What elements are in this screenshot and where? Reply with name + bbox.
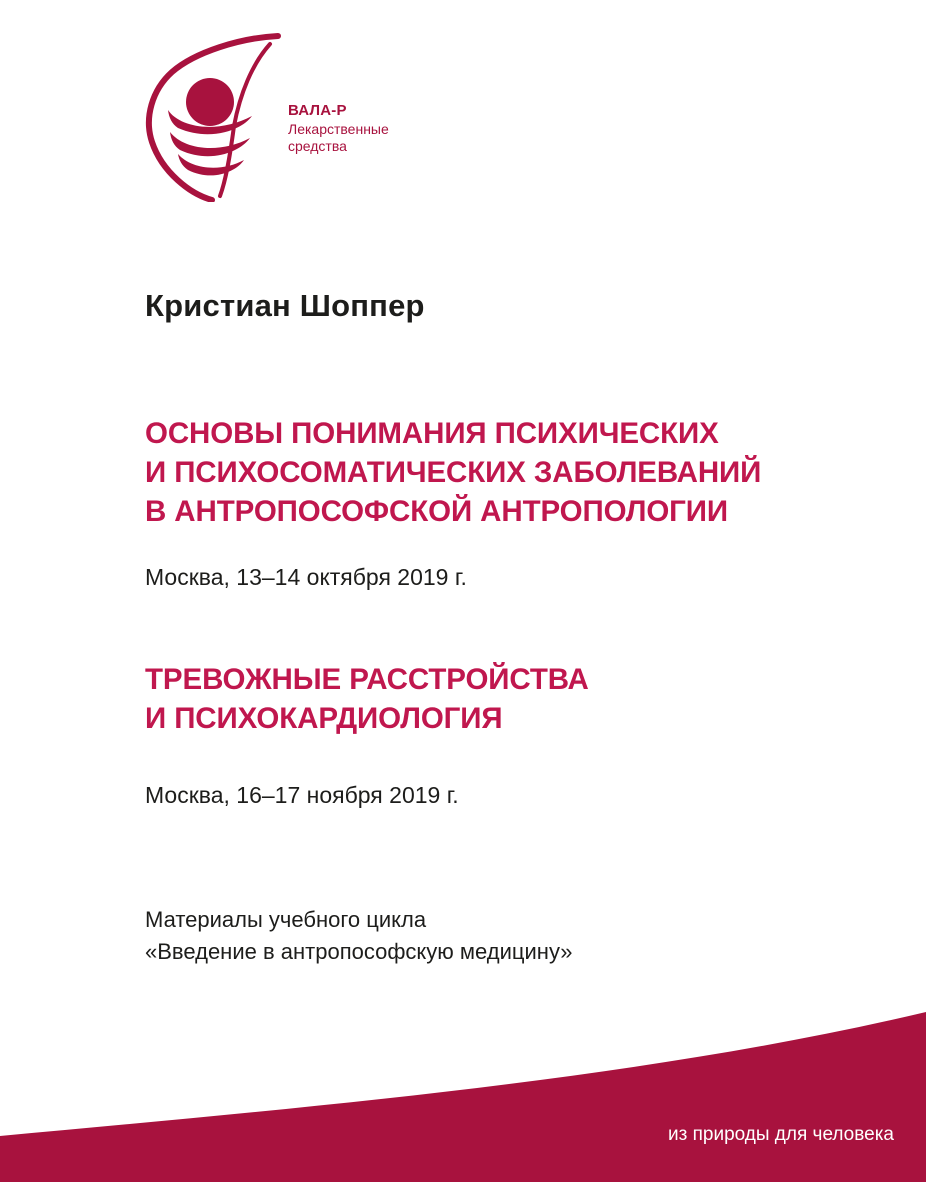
course2-date: Москва, 16–17 ноября 2019 г.: [145, 782, 459, 808]
logo-brand-name: ВАЛА-Р: [288, 102, 347, 119]
course1-title-line: ОСНОВЫ ПОНИМАНИЯ ПСИХИЧЕСКИХ: [145, 417, 719, 450]
course2-title: [145, 660, 589, 738]
course2-title-line: И ПСИХОКАРДИОЛОГИЯ: [145, 702, 503, 735]
course1-title-line: И ПСИХОСОМАТИЧЕСКИХ ЗАБОЛЕВАНИЙ: [145, 456, 762, 489]
vala-r-logo-icon: [140, 30, 290, 202]
author-name: Кристиан Шоппер: [145, 288, 425, 323]
course1-title-line: В АНТРОПОСОФСКОЙ АНТРОПОЛОГИИ: [145, 495, 729, 528]
course1-title: [145, 414, 761, 531]
footer-slogan: из природы для человека: [668, 1124, 894, 1145]
materials-line1: Материалы учебного цикла: [145, 907, 427, 932]
materials-caption: [145, 904, 572, 968]
logo-text: [288, 102, 389, 156]
logo-subtitle-line1: Лекарственные: [288, 120, 389, 137]
materials-line2: «Введение в антропософскую медицину»: [145, 939, 573, 964]
logo-subtitle-line2: средства: [288, 138, 347, 155]
course2-title-line: ТРЕВОЖНЫЕ РАССТРОЙСТВА: [145, 663, 589, 696]
course1-date: Москва, 13–14 октября 2019 г.: [145, 564, 467, 590]
